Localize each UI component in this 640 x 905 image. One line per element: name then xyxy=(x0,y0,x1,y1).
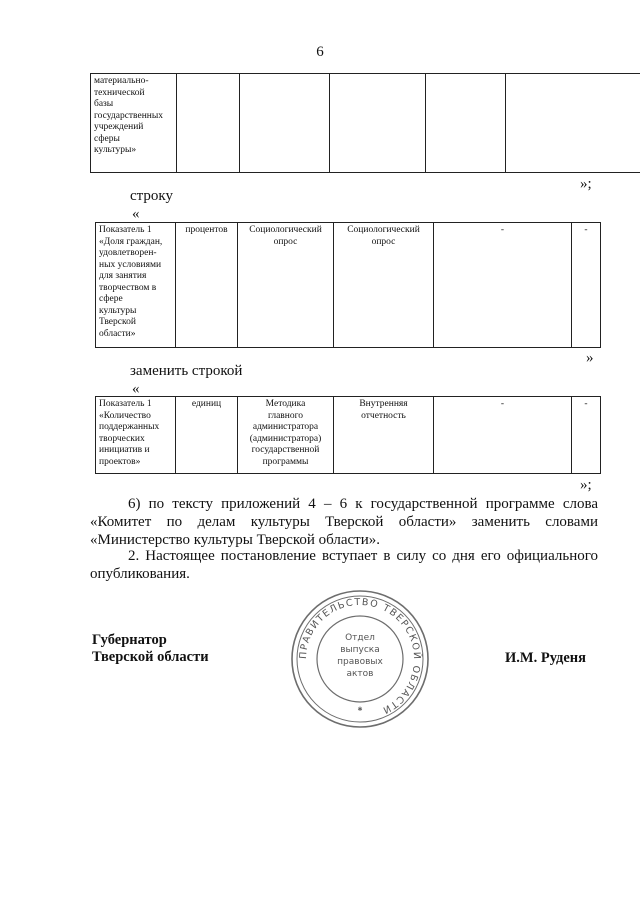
signature-title-line2: Тверской области xyxy=(92,649,209,665)
signature-name: И.М. Руденя xyxy=(505,650,587,666)
table-cell-source: Внутренняя отчетность xyxy=(334,397,434,474)
table-cell-method: Методика главного администратора (администратора) государственной программы xyxy=(238,397,334,474)
table-cell-unit: процентов xyxy=(176,223,238,348)
table-cell-indicator: Показатель 1 «Количество поддержанных творческих инициатив и проектов» xyxy=(96,397,176,474)
signature-title xyxy=(92,632,209,666)
table-cell xyxy=(426,74,506,173)
table-cell: - xyxy=(572,397,601,474)
table-cell xyxy=(506,74,640,173)
table-cell-indicator: материально- технической базы государственных учреждений сферы культуры» xyxy=(91,74,177,173)
paragraph-6: 6) по тексту приложений 4 – 6 к государственной программе слова «Комитет по делам культуры Тверской области» заменить словами «Министерство культуры Тверской области». xyxy=(90,496,598,548)
table-continuation xyxy=(90,73,640,173)
stamp-seal-graphic xyxy=(289,588,431,730)
table-old-row xyxy=(95,222,601,348)
opening-quote: « xyxy=(132,381,140,397)
closing-quote: »; xyxy=(580,477,592,493)
paragraph-2: 2. Настоящее постановление вступает в силу со дня его официального опубликования. xyxy=(90,548,598,582)
table-cell-indicator: Показатель 1 «Доля граждан, удовлетворен- ных условиями для занятия творчеством в сфере культуры Тверской области» xyxy=(96,223,176,348)
table-cell xyxy=(240,74,330,173)
table-cell xyxy=(177,74,240,173)
closing-quote: »; xyxy=(580,176,592,192)
table-row xyxy=(91,74,640,173)
table-cell: - xyxy=(434,223,572,348)
table-cell: - xyxy=(572,223,601,348)
closing-quote: » xyxy=(586,350,594,366)
label-stroku: строку xyxy=(130,188,173,204)
page-number: 6 xyxy=(316,44,324,60)
table-new-row xyxy=(95,396,601,474)
official-stamp xyxy=(289,588,431,730)
svg-text:Отделвыпускаправовыхактов: Отдел выпуска правовых актов xyxy=(337,633,383,679)
svg-text:✱: ✱ xyxy=(357,707,363,713)
table-cell-unit: единиц xyxy=(176,397,238,474)
table-cell: - xyxy=(434,397,572,474)
table-row xyxy=(96,397,601,474)
svg-text:ПРАВИТЕЛЬСТВО ТВЕРСКОЙ ОБЛАСТИ: ПРАВИТЕЛЬСТВО ТВЕРСКОЙ ОБЛАСТИ xyxy=(297,596,423,716)
signature-title-line1: Губернатор xyxy=(92,632,167,648)
table-row xyxy=(96,223,601,348)
table-cell-method: Социологический опрос xyxy=(238,223,334,348)
table-cell xyxy=(330,74,426,173)
table-cell-source: Социологический опрос xyxy=(334,223,434,348)
label-zamenit: заменить строкой xyxy=(130,363,243,379)
opening-quote: « xyxy=(132,206,140,222)
